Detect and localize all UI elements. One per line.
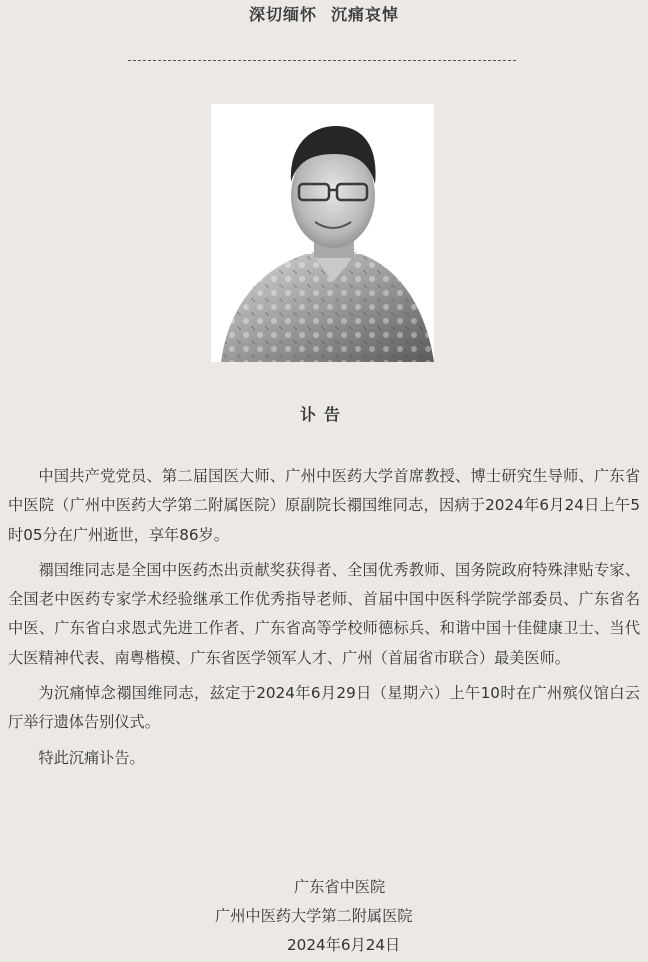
portrait-photo: [211, 104, 434, 362]
signature-org-2: 广州中医药大学第二附属医院: [215, 907, 413, 925]
paragraph-honors: 禤国维同志是全国中医药杰出贡献奖获得者、全国优秀教师、国务院政府特殊津贴专家、全国老中医药专家学术经验继承工作优秀指导老师、首届中国中医科学院学部委员、广东省名中医、广东省白求恩式先进工作者、广东省高等学校师德标兵、和谐中国十佳健康卫士、当代大医精神代表、南粤楷模、广东省医学领军人才、广州（首届省市联合）最美医师。: [8, 560, 640, 667]
paragraph-death-announcement: 中国共产党党员、第二届国医大师、广州中医药大学首席教授、博士研究生导师、广东省中医院（广州中医药大学第二附属医院）原副院长禤国维同志，因病于2024年6月24日上午5时05分在广州逝世，享年86岁。: [8, 467, 640, 544]
paragraph-closing: 特此沉痛讣告。: [38, 748, 145, 767]
headline-phrase-2: 沉痛哀悼: [331, 5, 400, 24]
dashed-divider: [128, 60, 516, 61]
headline-phrase-1: 深切缅怀: [248, 5, 317, 24]
signature-date: 2024年6月24日: [287, 936, 401, 954]
signature-org-1: 广东省中医院: [294, 878, 386, 896]
paragraph-farewell-ceremony: 为沉痛悼念禤国维同志，兹定于2024年6月29日（星期六）上午10时在广州殡仪馆白云厅举行遗体告别仪式。: [8, 684, 640, 732]
obituary-body: [8, 462, 640, 779]
headline: [0, 4, 648, 26]
notice-title: 讣告: [299, 405, 348, 424]
